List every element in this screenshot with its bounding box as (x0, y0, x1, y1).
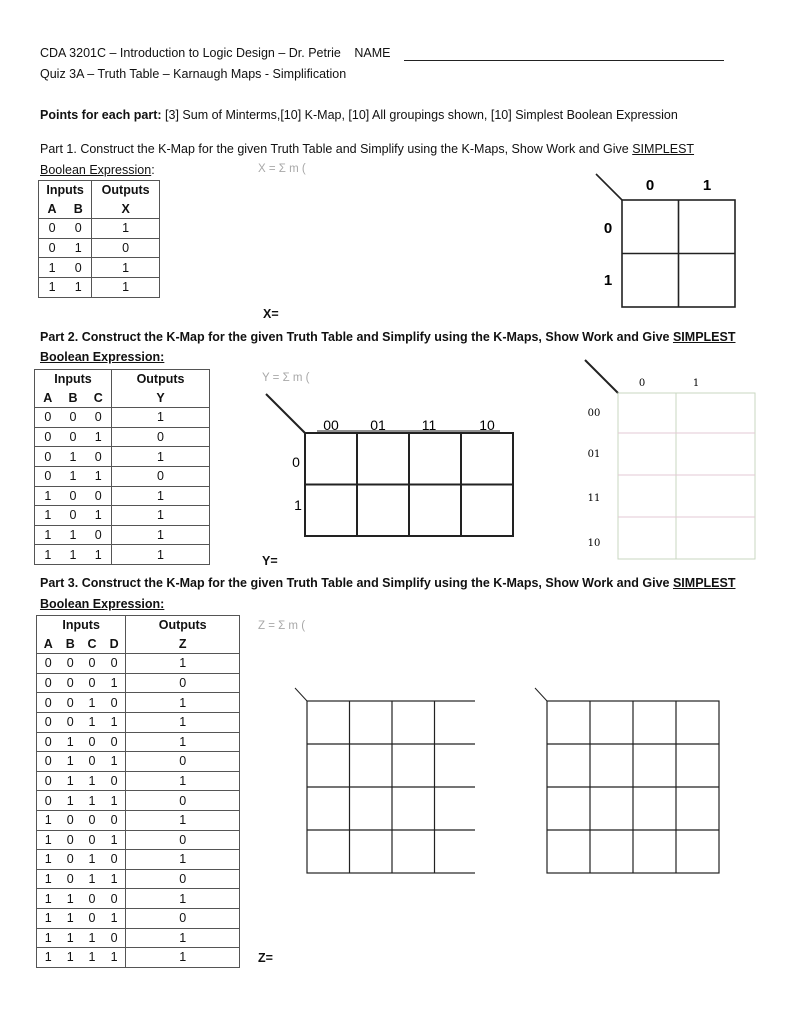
table-cell: 1 (126, 771, 240, 791)
table-cell: 0 (85, 408, 111, 428)
table-cell: 1 (92, 258, 160, 278)
table-row (35, 447, 210, 467)
part3-kmap-left[interactable] (290, 683, 475, 878)
table-cell: 0 (81, 908, 103, 928)
table-cell: 1 (81, 693, 103, 713)
table-cell: 0 (103, 732, 126, 752)
table-cell: 1 (39, 258, 66, 278)
table-cell: 0 (81, 654, 103, 674)
table-cell: 1 (103, 948, 126, 968)
table-cell: 1 (35, 486, 61, 506)
table-cell: 0 (81, 673, 103, 693)
table-row (37, 791, 240, 811)
table-cell: 1 (37, 889, 60, 909)
part1-kmap[interactable] (590, 170, 750, 310)
table-cell: 0 (65, 219, 92, 239)
table-cell: 1 (103, 791, 126, 811)
table-cell: 0 (59, 850, 81, 870)
table-row (37, 928, 240, 948)
table-cell: 0 (59, 712, 81, 732)
part3-col-header: C (81, 635, 103, 654)
part2-col-header: B (61, 389, 86, 408)
table-cell: 1 (85, 466, 111, 486)
table-cell: 1 (37, 948, 60, 968)
table-cell: 1 (103, 752, 126, 772)
part3-col-header: B (59, 635, 81, 654)
table-row (37, 712, 240, 732)
table-row (35, 486, 210, 506)
table-cell: 1 (61, 447, 86, 467)
table-cell: 0 (126, 791, 240, 811)
table-row (37, 948, 240, 968)
part2-kmapH-col0: 00 (323, 417, 339, 433)
part2-kmapV-row0: 00 (587, 408, 601, 419)
table-cell: 0 (126, 908, 240, 928)
table-row (37, 889, 240, 909)
table-cell: 0 (103, 928, 126, 948)
table-cell: 0 (37, 654, 60, 674)
table-cell: 0 (126, 673, 240, 693)
table-cell: 1 (126, 732, 240, 752)
table-cell: 0 (103, 810, 126, 830)
table-cell: 1 (35, 506, 61, 526)
part2-kmapH-col3: 10 (479, 417, 495, 433)
part2-col-header: C (85, 389, 111, 408)
table-cell: 0 (112, 466, 210, 486)
part2-kmapH-row1: 1 (294, 497, 302, 513)
part1-kmap-row0: 0 (603, 220, 613, 237)
table-row (37, 693, 240, 713)
table-cell: 0 (37, 732, 60, 752)
course-text: CDA 3201C – Introduction to Logic Design – Dr. Petrie (40, 46, 341, 60)
table-cell: 1 (126, 654, 240, 674)
table-cell: 0 (85, 525, 111, 545)
part2-outputs-header: Outputs (112, 370, 210, 389)
table-cell: 1 (112, 545, 210, 565)
points-label: Points for each part: (40, 108, 162, 122)
part1-boolean-label: Boolean Expression: (40, 163, 155, 177)
table-cell: 1 (59, 889, 81, 909)
part2-truth-table (34, 369, 210, 565)
table-cell: 1 (85, 545, 111, 565)
table-cell: 1 (126, 850, 240, 870)
table-cell: 1 (112, 408, 210, 428)
table-cell: 1 (92, 277, 160, 297)
table-cell: 0 (59, 693, 81, 713)
table-row (39, 277, 160, 297)
part3-col-header: Z (126, 635, 240, 654)
part2-answer-label: Y= (262, 554, 278, 568)
table-cell: 1 (59, 908, 81, 928)
table-cell: 1 (81, 771, 103, 791)
part2-kmap-horizontal[interactable] (260, 390, 520, 540)
part1-kmap-col1: 1 (702, 177, 712, 194)
part2-minterm-prompt: Y = Σ m ( (262, 372, 310, 384)
table-cell: 1 (59, 948, 81, 968)
name-label: NAME (354, 46, 391, 60)
table-row (39, 219, 160, 239)
table-cell: 1 (59, 771, 81, 791)
table-cell: 1 (37, 850, 60, 870)
table-cell: 0 (39, 238, 66, 258)
part3-inputs-header: Inputs (37, 616, 126, 635)
part2-col-header: Y (112, 389, 210, 408)
points-line (40, 108, 678, 122)
part3-col-header: D (103, 635, 126, 654)
table-cell: 1 (59, 928, 81, 948)
table-cell: 0 (61, 486, 86, 506)
table-cell: 1 (37, 869, 60, 889)
part2-kmapV-row2: 11 (587, 493, 601, 504)
part2-kmapH-col2: 11 (421, 417, 437, 433)
part3-answer-label: Z= (258, 951, 273, 965)
table-cell: 1 (81, 928, 103, 948)
table-row (37, 771, 240, 791)
table-cell: 0 (59, 673, 81, 693)
table-cell: 1 (103, 712, 126, 732)
quiz-title: Quiz 3A – Truth Table – Karnaugh Maps - Simplification (40, 67, 347, 81)
table-cell: 0 (81, 889, 103, 909)
course-title (40, 46, 390, 60)
part1-truth-table (38, 180, 160, 298)
table-row (35, 408, 210, 428)
table-cell: 0 (103, 693, 126, 713)
table-cell: 0 (59, 830, 81, 850)
table-row (37, 869, 240, 889)
table-cell: 1 (61, 525, 86, 545)
table-cell: 0 (85, 486, 111, 506)
table-cell: 1 (126, 810, 240, 830)
part2-kmapV-row3: 10 (587, 538, 601, 549)
table-cell: 0 (85, 447, 111, 467)
table-cell: 1 (35, 525, 61, 545)
table-cell: 0 (103, 850, 126, 870)
part2-inputs-header: Inputs (35, 370, 112, 389)
table-cell: 1 (59, 791, 81, 811)
table-cell: 0 (112, 427, 210, 447)
table-cell: 1 (81, 712, 103, 732)
table-cell: 0 (35, 427, 61, 447)
part1-inputs-header: Inputs (39, 181, 92, 200)
table-row (35, 427, 210, 447)
table-cell: 1 (59, 732, 81, 752)
table-row (37, 732, 240, 752)
table-cell: 1 (112, 486, 210, 506)
part1-minterm-prompt: X = Σ m ( (258, 163, 306, 175)
table-cell: 1 (126, 693, 240, 713)
part2-kmapV-col1: 1 (692, 378, 700, 389)
table-row (37, 673, 240, 693)
table-cell: 1 (65, 277, 92, 297)
table-cell: 1 (61, 545, 86, 565)
table-cell: 1 (65, 238, 92, 258)
table-row (37, 908, 240, 928)
table-cell: 1 (37, 908, 60, 928)
table-row (35, 525, 210, 545)
table-cell: 0 (81, 830, 103, 850)
table-cell: 0 (35, 408, 61, 428)
table-cell: 0 (37, 752, 60, 772)
table-row (37, 752, 240, 772)
table-cell: 0 (59, 810, 81, 830)
table-cell: 0 (103, 654, 126, 674)
table-cell: 1 (85, 506, 111, 526)
part1-col-header: A (39, 200, 66, 219)
part2-kmapH-row0: 0 (292, 454, 300, 470)
part3-col-header: A (37, 635, 60, 654)
table-cell: 0 (37, 712, 60, 732)
table-cell: 0 (37, 791, 60, 811)
table-cell: 0 (37, 771, 60, 791)
table-cell: 1 (35, 545, 61, 565)
table-cell: 1 (112, 506, 210, 526)
table-row (39, 258, 160, 278)
part1-col-header: X (92, 200, 160, 219)
part2-kmapV-col0: 0 (638, 378, 646, 389)
table-cell: 0 (37, 693, 60, 713)
part1-kmap-row1: 1 (603, 272, 613, 289)
part3-outputs-header: Outputs (126, 616, 240, 635)
table-cell: 0 (61, 427, 86, 447)
table-cell: 0 (81, 810, 103, 830)
part2-col-header: A (35, 389, 61, 408)
table-cell: 1 (103, 869, 126, 889)
table-row (35, 466, 210, 486)
table-cell: 1 (126, 889, 240, 909)
part3-instruction: Part 3. Construct the K-Map for the given Truth Table and Simplify using the K-Maps, Show Work and Give SIMPLEST (40, 576, 736, 590)
table-cell: 0 (61, 408, 86, 428)
table-cell: 0 (59, 654, 81, 674)
table-cell: 0 (59, 869, 81, 889)
table-cell: 1 (81, 850, 103, 870)
table-cell: 0 (65, 258, 92, 278)
table-row (35, 545, 210, 565)
part2-instruction: Part 2. Construct the K-Map for the given Truth Table and Simplify using the K-Maps, Show Work and Give SIMPLEST (40, 330, 736, 344)
table-row (37, 830, 240, 850)
part3-kmap-right[interactable] (530, 683, 725, 878)
name-input-line[interactable] (404, 60, 724, 61)
part1-kmap-col0: 0 (645, 177, 655, 194)
part1-answer-label: X= (263, 307, 279, 321)
table-cell: 1 (37, 810, 60, 830)
table-cell: 1 (103, 830, 126, 850)
table-cell: 1 (37, 830, 60, 850)
table-cell: 1 (103, 908, 126, 928)
table-cell: 1 (81, 791, 103, 811)
table-cell: 0 (61, 506, 86, 526)
table-row (37, 654, 240, 674)
table-cell: 1 (112, 525, 210, 545)
table-cell: 0 (126, 869, 240, 889)
table-cell: 0 (35, 447, 61, 467)
table-row (35, 506, 210, 526)
part1-instruction: Part 1. Construct the K-Map for the given Truth Table and Simplify using the K-Maps, Show Work and Give SIMPLEST (40, 142, 695, 156)
table-cell: 1 (92, 219, 160, 239)
table-cell: 0 (92, 238, 160, 258)
part3-truth-table (36, 615, 240, 968)
part1-col-header: B (65, 200, 92, 219)
table-row (37, 810, 240, 830)
part2-kmap-vertical[interactable] (580, 355, 765, 565)
table-cell: 1 (126, 928, 240, 948)
part3-minterm-prompt: Z = Σ m ( (258, 620, 306, 632)
table-cell: 1 (81, 869, 103, 889)
table-cell: 0 (35, 466, 61, 486)
table-cell: 1 (126, 712, 240, 732)
table-cell: 0 (103, 889, 126, 909)
table-row (39, 238, 160, 258)
table-cell: 0 (103, 771, 126, 791)
table-cell: 0 (126, 752, 240, 772)
table-cell: 0 (39, 219, 66, 239)
part2-boolean-label: Boolean Expression: (40, 350, 165, 364)
table-cell: 1 (59, 752, 81, 772)
part1-outputs-header: Outputs (92, 181, 160, 200)
table-cell: 1 (85, 427, 111, 447)
part2-kmapV-row1: 01 (587, 449, 601, 460)
table-cell: 0 (126, 830, 240, 850)
table-cell: 0 (81, 752, 103, 772)
table-cell: 1 (112, 447, 210, 467)
table-cell: 0 (37, 673, 60, 693)
table-cell: 1 (126, 948, 240, 968)
table-cell: 1 (37, 928, 60, 948)
part3-boolean-label: Boolean Expression: (40, 597, 165, 611)
part2-kmapH-col1: 01 (370, 417, 386, 433)
table-cell: 0 (81, 732, 103, 752)
table-row (37, 850, 240, 870)
table-cell: 1 (81, 948, 103, 968)
table-cell: 1 (103, 673, 126, 693)
table-cell: 1 (61, 466, 86, 486)
points-text: [3] Sum of Minterms,[10] K-Map, [10] All groupings shown, [10] Simplest Boolean Expression (165, 108, 678, 122)
table-cell: 1 (39, 277, 66, 297)
